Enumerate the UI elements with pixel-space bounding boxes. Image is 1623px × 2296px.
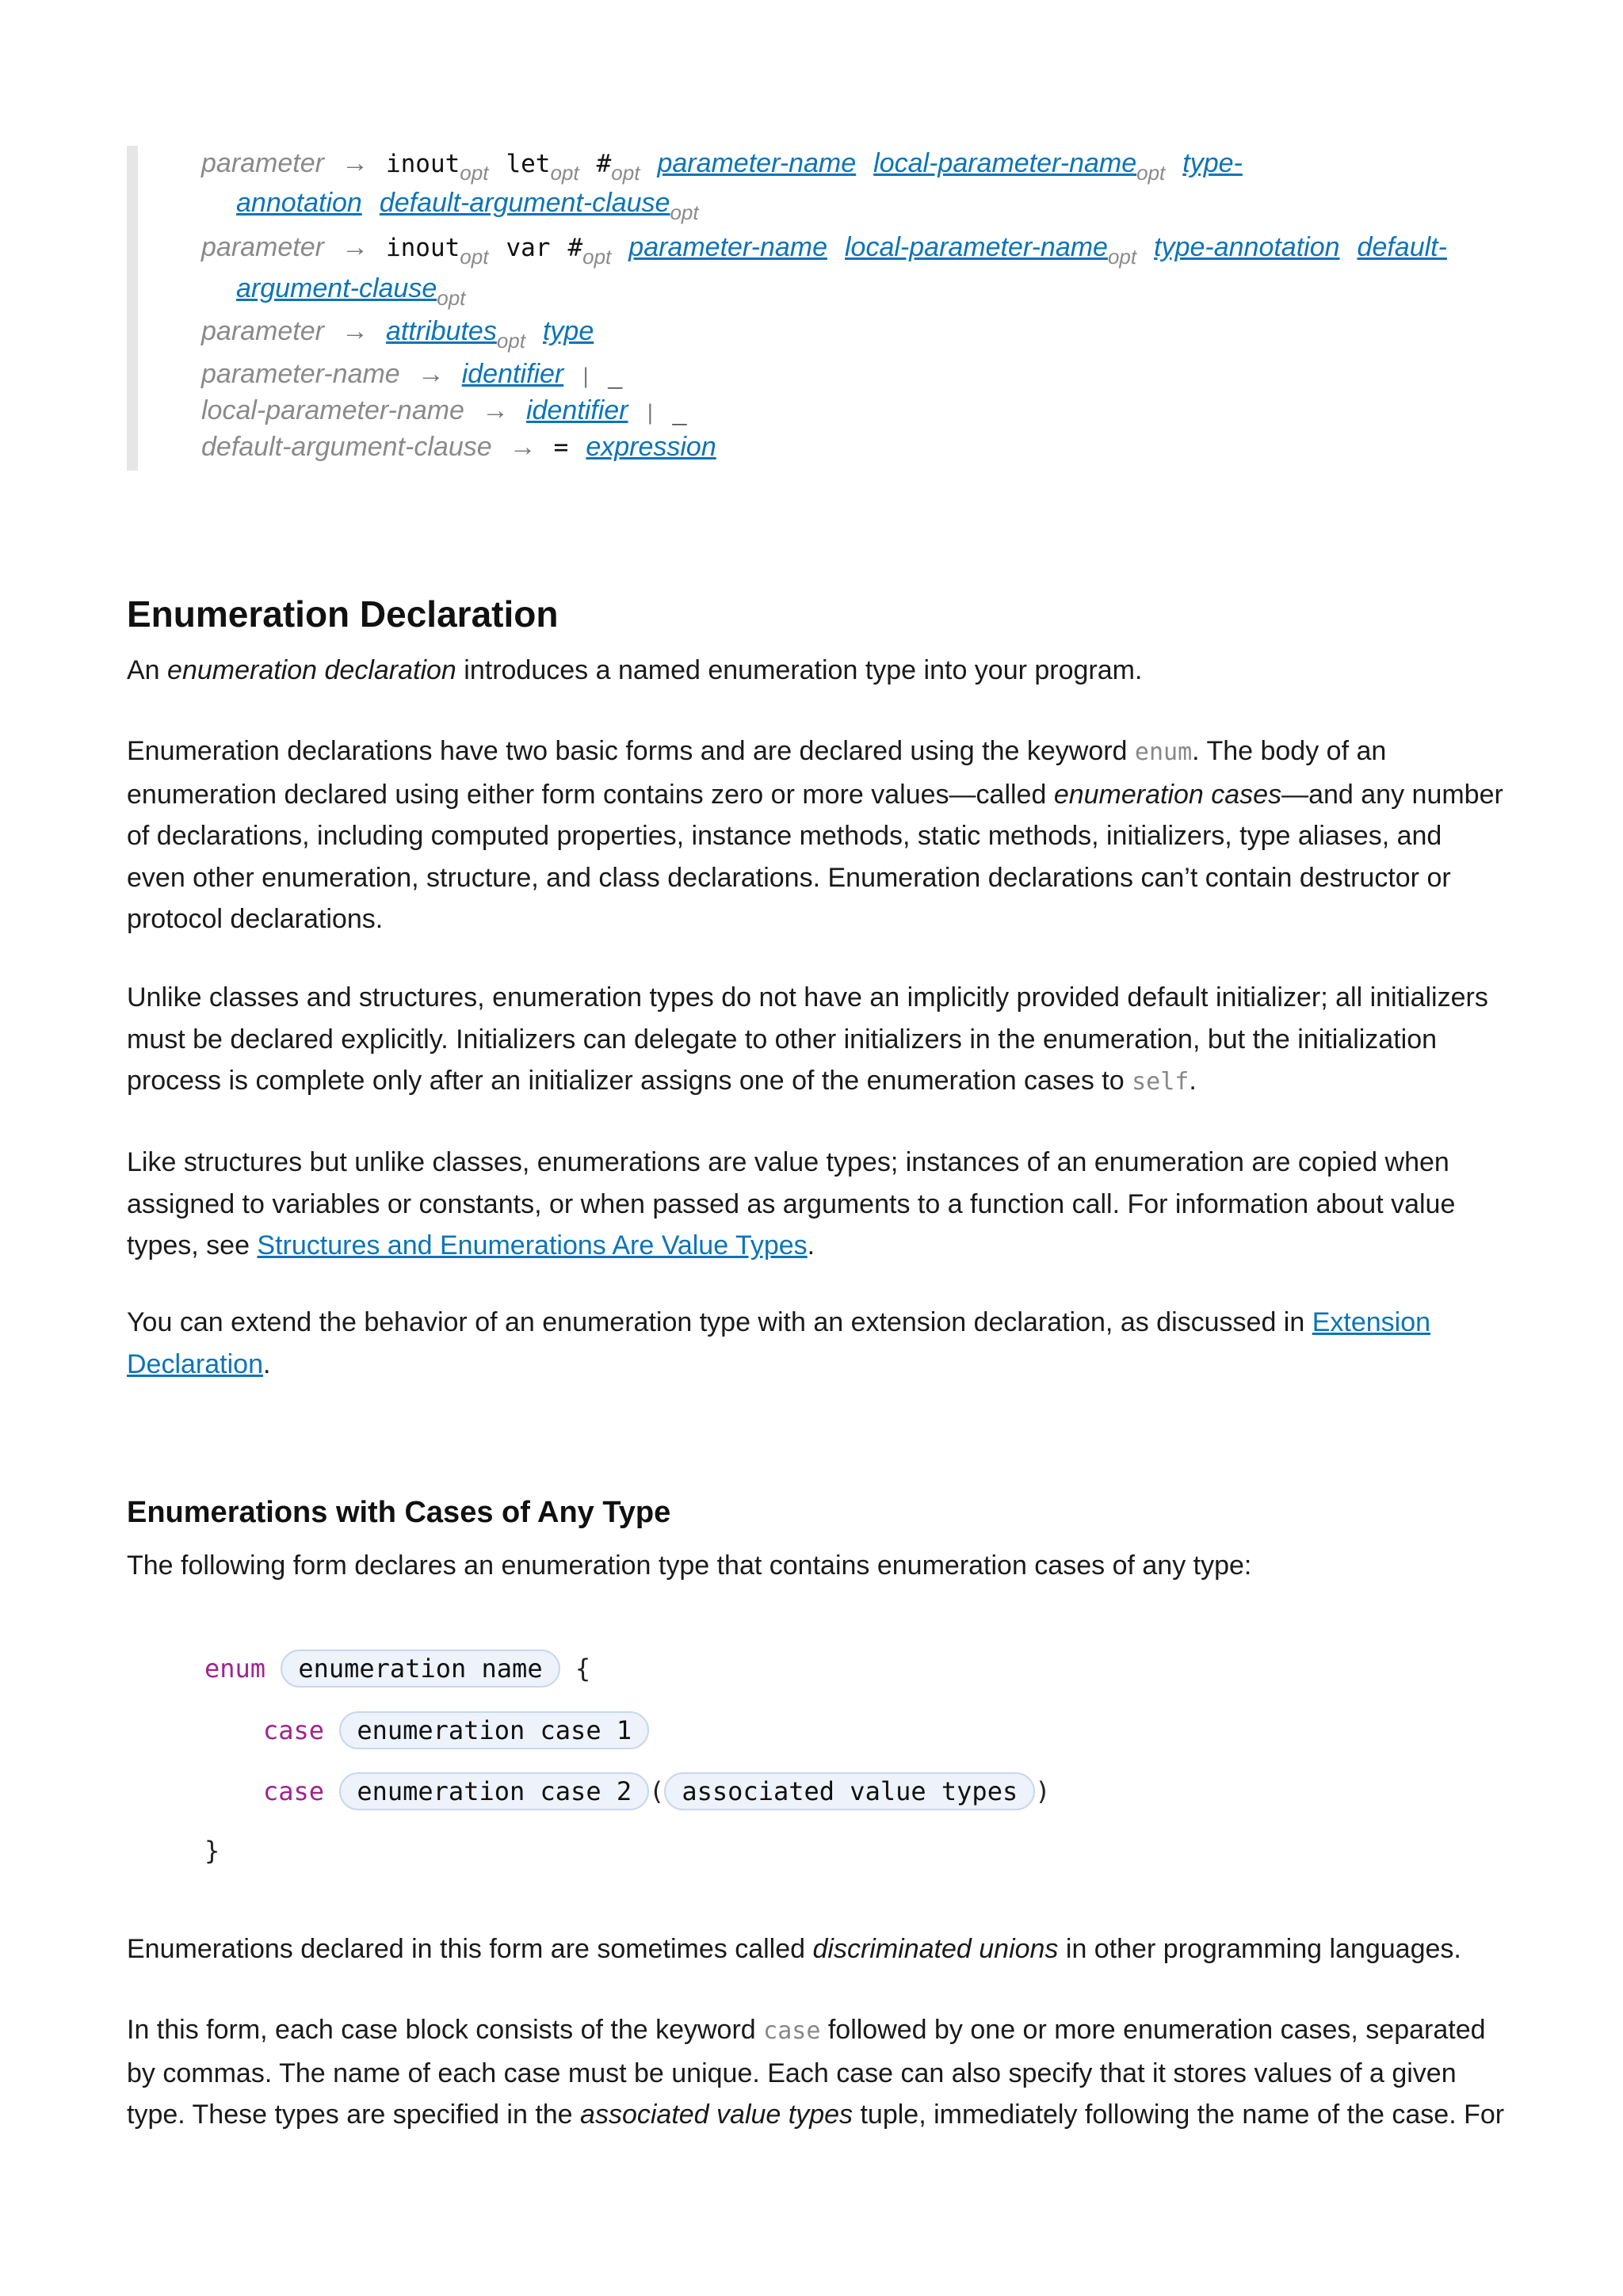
grammar-nonterminal: parameter [201,148,324,178]
opt-marker: opt [1136,161,1166,185]
inline-code: case [763,2017,821,2045]
opt-marker: opt [550,161,579,185]
keyword: case [263,1715,325,1745]
arrow-icon: → [341,316,369,346]
paragraph: Like structures but unlike classes, enumerations are value types; instances of an enumeration are copied when assigned to variables or constants, or when passed as arguments to a function call. For information about value types, see Structures and Enumerations Are Value Types. [127,1147,1456,1261]
grammar-line [201,230,1447,269]
opt-marker: opt [670,200,699,224]
keyword: var [506,234,551,262]
alternative-bar: | [579,364,592,388]
grammar-nonterminal: parameter [201,316,324,346]
link-default-argument-clause[interactable]: argument-clause [236,273,437,303]
grammar-block [127,146,1517,471]
arrow-icon: → [481,395,509,425]
arrow-icon: → [341,148,369,178]
opt-marker: opt [437,286,466,310]
arrow-icon: → [509,432,537,462]
grammar-line [201,429,716,465]
code-line [263,1710,649,1751]
grammar-line [201,314,594,353]
keyword: _ [672,397,687,425]
link-extension-declaration[interactable]: Extension Declaration [127,1307,1431,1379]
grammar-line [201,393,687,430]
link-identifier[interactable]: identifier [461,359,564,389]
paragraph: In this form, each case block consists of the keyword case followed by one or more enumeration cases, separated by commas. The name of each case must be unique. Each case can also specify that it stores values of a given type. These types are specified in the associated value types tuple, immediately following the name of the case. For [127,2015,1505,2130]
paragraph: You can extend the behavior of an enumeration type with an extension declaration, as discussed in Extension Declaration. [127,1307,1431,1379]
link-identifier[interactable]: identifier [525,395,628,425]
keyword: inout [385,150,460,178]
placeholder: enumeration name [281,1650,559,1688]
code-line: case enumeration case 2 ( associated value types ) [263,1771,1050,1812]
grammar-nonterminal: local-parameter-name [201,395,464,425]
keyword: _ [607,360,623,389]
opt-marker: opt [496,329,525,353]
placeholder: associated value types [664,1772,1035,1810]
paragraph: Enumeration declarations have two basic forms and are declared using the keyword enum. The body of an enumeration declared using either form contains zero or more values—called enumeration cases—and any number of declarations, including computed properties, instance methods, static methods, initializers, type aliases, and even other enumeration, structure, and class declarations. Enumeration declarations can’t contain destructor or protocol declarations. [127,736,1503,934]
subsection-title: Enumerations with Cases of Any Type [127,1496,671,1529]
opt-marker: opt [582,245,612,269]
link-default-argument-clause[interactable]: default- [1357,232,1447,262]
grammar-nonterminal: parameter [201,232,324,262]
grammar-nonterminal: parameter-name [201,359,400,389]
placeholder: enumeration case 1 [339,1711,649,1749]
section-title: Enumeration Declaration [127,593,559,635]
inline-code: enum [1134,738,1193,766]
keyword: # [567,234,583,262]
code-line: } [204,1836,220,1866]
link-parameter-name[interactable]: parameter-name [628,232,827,262]
link-type[interactable]: type [542,316,594,346]
code-line: enum enumeration name { [204,1648,590,1689]
link-type-annotation[interactable]: type-annotation [1154,232,1340,262]
keyword: enum [204,1653,266,1684]
link-default-argument-clause[interactable]: default-argument-clause [379,188,670,218]
opt-marker: opt [611,161,640,185]
link-attributes[interactable]: attributes [385,316,497,346]
opt-marker: opt [460,161,489,185]
link-value-types[interactable]: Structures and Enumerations Are Value Types [257,1230,808,1261]
keyword: # [596,150,612,178]
grammar-line [236,185,699,222]
paragraph: Unlike classes and structures, enumeration types do not have an implicitly provided default initializer; all initializers must be declared explicitly. Initializers can delegate to other initializers in the enumeration, but the initialization process is complete only after an initializer assigns one of the enumeration cases to self. [127,982,1488,1096]
placeholder: enumeration case 2 [339,1772,649,1810]
keyword: inout [385,234,460,262]
link-expression[interactable]: expression [586,432,716,462]
link-parameter-name[interactable]: parameter-name [657,148,857,178]
grammar-nonterminal: default-argument-clause [201,432,492,462]
grammar-line [201,357,623,394]
link-local-parameter-name[interactable]: local-parameter-name [873,148,1137,178]
arrow-icon: → [341,232,369,262]
keyword: case [263,1776,325,1806]
paragraph: Enumerations declared in this form are sometimes called discriminated unions in other programming languages. [127,1934,1461,1964]
keyword: let [506,150,551,178]
alternative-bar: | [643,401,657,425]
link-type-annotation[interactable]: annotation [236,188,362,218]
inline-code: self [1132,1068,1190,1096]
opt-marker: opt [1107,245,1137,269]
link-local-parameter-name[interactable]: local-parameter-name [845,232,1108,262]
keyword: = [553,433,569,462]
opt-marker: opt [460,245,489,269]
link-type-annotation[interactable]: type- [1182,148,1243,178]
arrow-icon: → [417,359,445,389]
paragraph: An enumeration declaration introduces a named enumeration type into your program. [127,655,1143,685]
grammar-line [201,146,1243,185]
grammar-line [236,271,466,310]
paragraph: The following form declares an enumeration type that contains enumeration cases of any type: [127,1550,1252,1581]
